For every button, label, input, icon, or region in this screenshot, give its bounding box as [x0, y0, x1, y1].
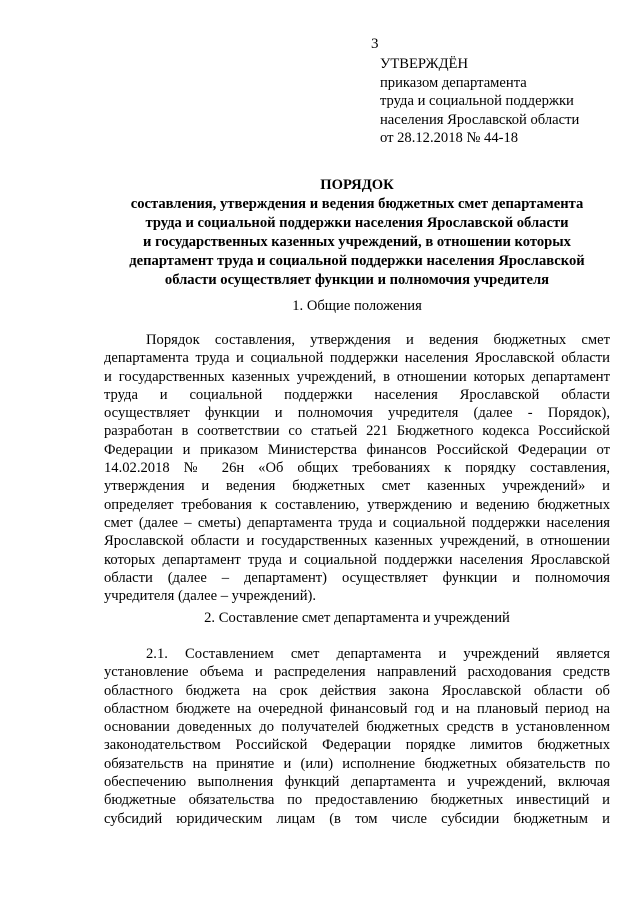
paragraph-line: бюджетные обязательства по предоставлению бюджетных инвестиций и [104, 792, 610, 809]
paragraph-line: Порядок составления, утверждения и ведения бюджетных смет [146, 332, 610, 348]
paragraph-line: обязательств на принятие и (или) исполнение бюджетных обязательств по [104, 755, 610, 772]
approval-stamp [380, 55, 630, 148]
section-heading-estimates: 2. Составление смет департамента и учреждений [204, 610, 510, 626]
paragraph-line: осуществляет функции и полномочия учредителя (далее - Порядок), [104, 405, 610, 422]
paragraph-line: областного бюджета на срок действия закона Ярославской области об [104, 682, 610, 699]
approval-line: населения Ярославской области [380, 111, 580, 128]
paragraph-line: установление объема и распределения направлений расходования средств [104, 664, 610, 681]
paragraph-line: которых департамент труда и социальной поддержки населения Ярославской [104, 551, 610, 568]
approval-line: УТВЕРЖДЁН [380, 56, 468, 72]
paragraph-line: смет (далее – сметы) департамента труда и социальной поддержки населения [104, 514, 610, 531]
title-line: и государственных казенных учреждений, в отношении которых [143, 234, 571, 250]
paragraph-line: обеспечению выполнения функций департамента и учреждений, включая [104, 774, 610, 791]
page-number: 3 [371, 36, 379, 52]
title-line: составления, утверждения и ведения бюджетных смет департамента [130, 196, 584, 212]
paragraph-line: Ярославской области и государственных казенных учреждений, в отношении [104, 533, 610, 550]
title-line: ПОРЯДОК [320, 177, 394, 193]
title-line: департамент труда и социальной поддержки населения Ярославской [129, 253, 585, 269]
paragraph-line: 2.1. Составлением смет департамента и учреждений является [146, 646, 610, 662]
paragraph-line: департамента труда и социальной поддержки населения Ярославской области [104, 350, 610, 367]
paragraph-line: областном бюджете на очередной финансовый год и на плановый период на [104, 700, 610, 717]
paragraph-line: Федерации и приказом Министерства финансов Российской Федерации от [104, 441, 610, 458]
paragraph-line: субсидий юридическим лицам (в том числе субсидии бюджетным и [104, 810, 610, 827]
title-line: труда и социальной поддержки населения Ярославской области [145, 215, 569, 231]
document-title [104, 176, 610, 290]
paragraph-line: законодательством Российской Федерации порядке лимитов бюджетных [104, 737, 610, 754]
paragraph-line: определяет требования к составлению, утверждению и ведению бюджетных [104, 496, 610, 513]
paragraph-general-provisions [104, 331, 610, 605]
title-line: области осуществляет функции и полномочия учредителя [164, 272, 550, 288]
paragraph-estimates [104, 645, 610, 828]
paragraph-line: и государственных казенных учреждений, в отношении которых департамент [104, 368, 610, 385]
paragraph-line: 14.02.2018 № 26н «Об общих требованиях к порядку составления, [104, 460, 610, 477]
approval-line: труда и социальной поддержки [380, 93, 574, 110]
section-heading-general: 1. Общие положения [292, 298, 422, 314]
approval-line: приказом департамента [380, 74, 527, 91]
paragraph-line: области (далее – департамент) осуществляет функции и полномочия [104, 569, 610, 586]
approval-line: от 28.12.2018 № 44-18 [380, 130, 519, 147]
paragraph-line: учредителя (далее – учреждений). [104, 588, 317, 605]
paragraph-line: труда и социальной поддержки населения Ярославской области [104, 386, 610, 403]
paragraph-line: разработан в соответствии со статьей 221 Бюджетного кодекса Российской [104, 423, 610, 440]
paragraph-line: основании доведенных до получателей бюджетных средств в установленном [104, 719, 610, 736]
paragraph-line: утверждения и ведения бюджетных смет казенных учреждений» и [104, 478, 610, 495]
